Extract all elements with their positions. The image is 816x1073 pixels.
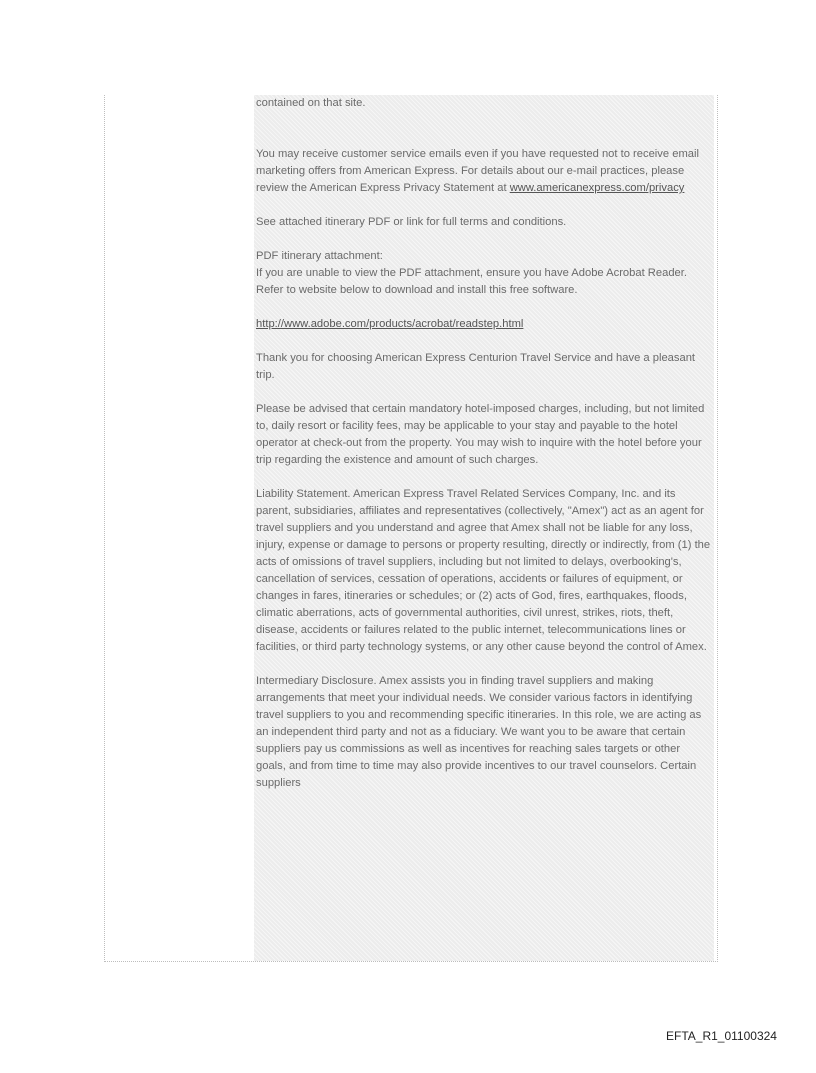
terms-note: See attached itinerary PDF or link for full terms and conditions. <box>256 216 567 228</box>
adobe-link[interactable]: http://www.adobe.com/products/acrobat/readstep.html <box>256 318 524 330</box>
privacy-link[interactable]: www.americanexpress.com/privacy <box>509 182 685 194</box>
thank-you-text: Thank you for choosing American Express Centurion Travel Service and have a pleasant trip. <box>256 352 696 381</box>
intermediary-disclosure: Intermediary Disclosure. Amex assists you in finding travel suppliers and making arrangements that meet your individual needs. We consider various factors in identifying travel suppliers to you and recommending specific itineraries. In this role, we are acting as an independent third party and not as a fiduciary. We want you to be aware that certain suppliers pay us commissions as well as incentives for reaching sales targets or other goals, and from time to time may also provide incentives to our travel counselors. Certain suppliers <box>256 675 702 789</box>
document-id: EFTA_R1_01100324 <box>666 1029 777 1043</box>
email-body <box>256 95 712 792</box>
pdf-instructions: If you are unable to view the PDF attachment, ensure you have Adobe Acrobat Reader. Refer to website below to download and install this free software. <box>256 267 687 296</box>
privacy-text: You may receive customer service emails even if you have requested not to receive email marketing offers from American Express. For details about our e-mail practices, please review the American Express Privacy Statement at <box>256 148 699 194</box>
pdf-heading: PDF itinerary attachment: <box>256 250 383 262</box>
hotel-charges-notice: Please be advised that certain mandatory hotel-imposed charges, including, but not limited to, daily resort or facility fees, may be applicable to your stay and payable to the hotel operator at check-out from the property. You may wish to inquire with the hotel before your trip regarding the existence and amount of such charges. <box>256 403 705 466</box>
privacy-paragraph <box>256 146 712 197</box>
intro-line: contained on that site. <box>256 97 366 109</box>
adobe-link-line <box>256 316 712 333</box>
liability-statement: Liability Statement. American Express Travel Related Services Company, Inc. and its parent, subsidiaries, affiliates and representatives (collectively, "Amex") act as an agent for travel suppliers and you understand and agree that Amex shall not be liable for any loss, injury, expense or damage to persons or property resulting, directly or indirectly, from (1) the acts of omissions of travel suppliers, including but not limited to delays, overbooking's, cancellation of services, cessation of operations, accidents or failures of equipment, or changes in fares, itineraries or schedules; or (2) acts of God, fires, earthquakes, floods, climatic aberrations, acts of governmental authorities, civil unrest, strikes, riots, theft, disease, accidents or failures related to the public internet, telecommunications lines or facilities, or third party technology systems, or any other cause beyond the control of Amex. <box>256 488 711 653</box>
